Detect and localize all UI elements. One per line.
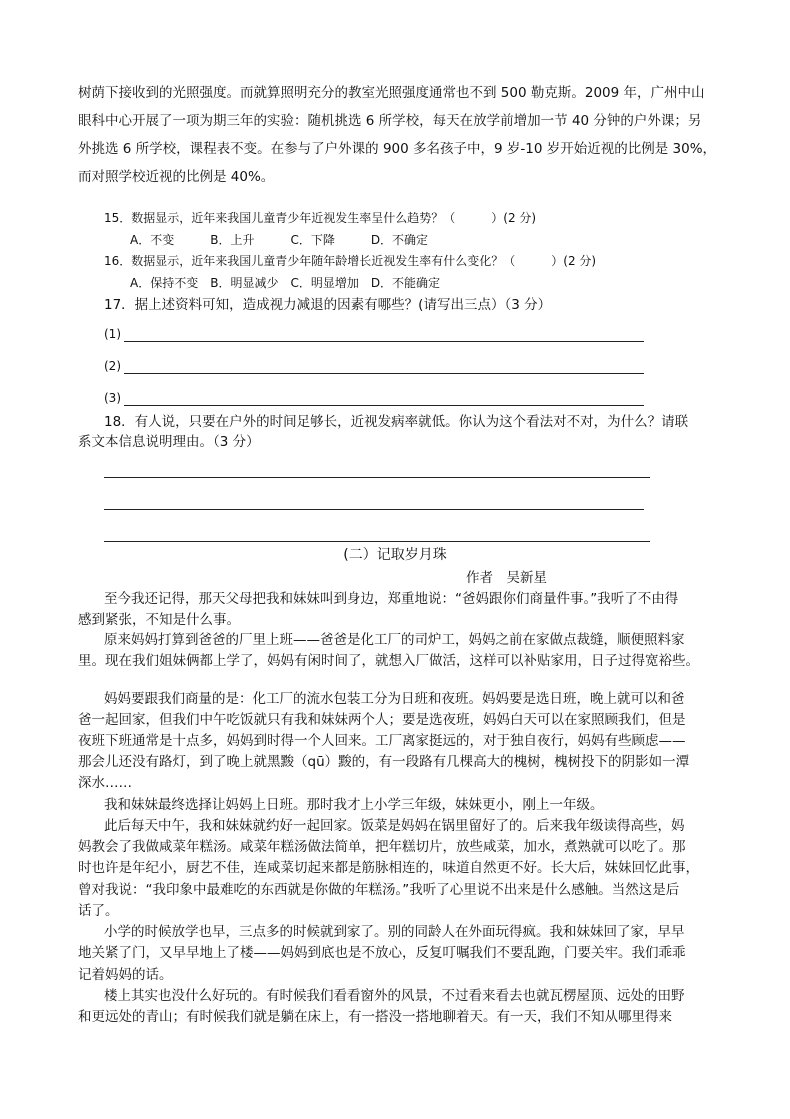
article-line: 曾对我说：“我印象中最难吃的东西就是你做的年糕汤。”我听了心里说不出来是什么感触。当然这是后 (78, 882, 680, 898)
article-line: 楼上其实也没什么好玩的。有时候我们看看窗外的风景，不过看来看去也就瓦楞屋顶、远处的田野 (104, 988, 685, 1004)
article-author: 作者 吴新星 (466, 570, 547, 586)
article-line: 里。现在我们姐妹俩都上学了，妈妈有闲时间了，就想入厂做活，这样可以补贴家用，日子过得宽裕些。 (78, 653, 699, 669)
question-18-cont: 系文本信息说明理由。（3 分） (78, 434, 260, 450)
question-15: 15．数据显示，近年来我国儿童青少年近视发生率呈什么趋势？（ ）(2 分) (104, 211, 537, 225)
intro-line: 树荫下接收到的光照强度。而就算照明充分的教室光照强度通常也不到 500 勒克斯。2009 年，广州中山 (78, 85, 705, 101)
answer-line-3[interactable] (124, 405, 644, 406)
answer-line-18a[interactable] (104, 477, 650, 478)
article-line: 深水…… (78, 775, 132, 791)
article-line: 妈妈要跟我们商量的是：化工厂的流水包装工分为日班和夜班。妈妈要是选日班，晚上就可以和爸 (104, 691, 685, 707)
intro-line: 而对照学校近视的比例是 40%。 (78, 169, 275, 185)
intro-line: 外挑选 6 所学校，课程表不变。在参与了户外课的 900 多名孩子中，9 岁-10 岁开始近视的比例是 30%， (78, 141, 717, 157)
answer-line-18b[interactable] (104, 509, 644, 510)
article-line: 此后每天中午，我和妹妹就约好一起回家。饭菜是妈妈在锅里留好了的。后来我年级读得高些，妈 (104, 818, 685, 834)
answer-label-3: (3) (104, 391, 121, 405)
answer-label-1: (1) (104, 327, 121, 341)
article-line: 和更远处的青山；有时候我们就是躺在床上，有一搭没一搭地聊着天。有一天，我们不知从哪里得来 (78, 1009, 672, 1025)
article-line: 那会儿还没有路灯，到了晚上就黑黢（qū）黢的，有一段路有几棵高大的槐树，槐树投下的阴影如一潭 (78, 754, 690, 770)
article-line: 原来妈妈打算到爸爸的厂里上班——爸爸是化工厂的司炉工，妈妈之前在家做点裁缝，顺便照料家 (104, 632, 685, 648)
question-17: 17．据上述资料可知，造成视力减退的因素有哪些？(请写出三点）（3 分） (104, 297, 552, 313)
article-line: 小学的时候放学也早，三点多的时候就到家了。别的同龄人在外面玩得疯。我和妹妹回了家，早早 (104, 924, 685, 940)
answer-line-2[interactable] (124, 373, 644, 374)
article-line: 时也许是年纪小，厨艺不佳，连咸菜切起来都是筋脉相连的，味道自然更不好。长大后，妹妹回忆此事， (78, 860, 699, 876)
article-line: 记着妈妈的话。 (78, 967, 173, 983)
article-line: 至今我还记得，那天父母把我和妹妹叫到身边，郑重地说：“爸妈跟你们商量件事。”我听了不由得 (104, 591, 679, 607)
answer-line-1[interactable] (124, 341, 644, 342)
intro-line: 眼科中心开展了一项为期三年的实验：随机挑选 6 所学校，每天在放学前增加一节 40 分钟的户外课；另 (78, 113, 702, 129)
article-line: 话了。 (78, 903, 119, 919)
article-title: (二）记取岁月珠 (343, 547, 447, 563)
article-line: 感到紧张，不知是什么事。 (78, 612, 240, 628)
question-16-options: A．保持不变 B．明显减少 C．明显增加 D．不能确定 (130, 276, 441, 290)
answer-label-2: (2) (104, 359, 121, 373)
article-line: 地关紧了门，又早早地上了楼——妈妈到底也是不放心，反复叮嘱我们不要乱跑，门要关牢。我们乖乖 (78, 945, 686, 961)
article-line: 夜班下班通常是十点多，妈妈到时得一个人回来。工厂离家挺远的，对于独自夜行，妈妈有些顾虑—— (78, 733, 686, 749)
question-16: 16．数据显示，近年来我国儿童青少年随年龄增长近视发生率有什么变化？（ ）(2 分) (104, 254, 597, 268)
question-15-options: A．不变 B．上升 C．下降 D．不确定 (130, 233, 429, 247)
article-line: 爸一起回家，但我们中午吃饭就只有我和妹妹两个人；要是选夜班，妈妈白天可以在家照顾我们，但是 (78, 712, 686, 728)
article-line: 妈教会了我做咸菜年糕汤。咸菜年糕汤做法简单，把年糕切片，放些咸菜，加水，煮熟就可以吃了。那 (78, 839, 686, 855)
answer-line-18c[interactable] (104, 541, 650, 542)
question-18: 18．有人说，只要在户外的时间足够长，近视发病率就低。你认为这个看法对不对，为什么？请联 (104, 414, 689, 430)
article-line: 我和妹妹最终选择让妈妈上日班。那时我才上小学三年级，妹妹更小，刚上一年级。 (104, 797, 604, 813)
